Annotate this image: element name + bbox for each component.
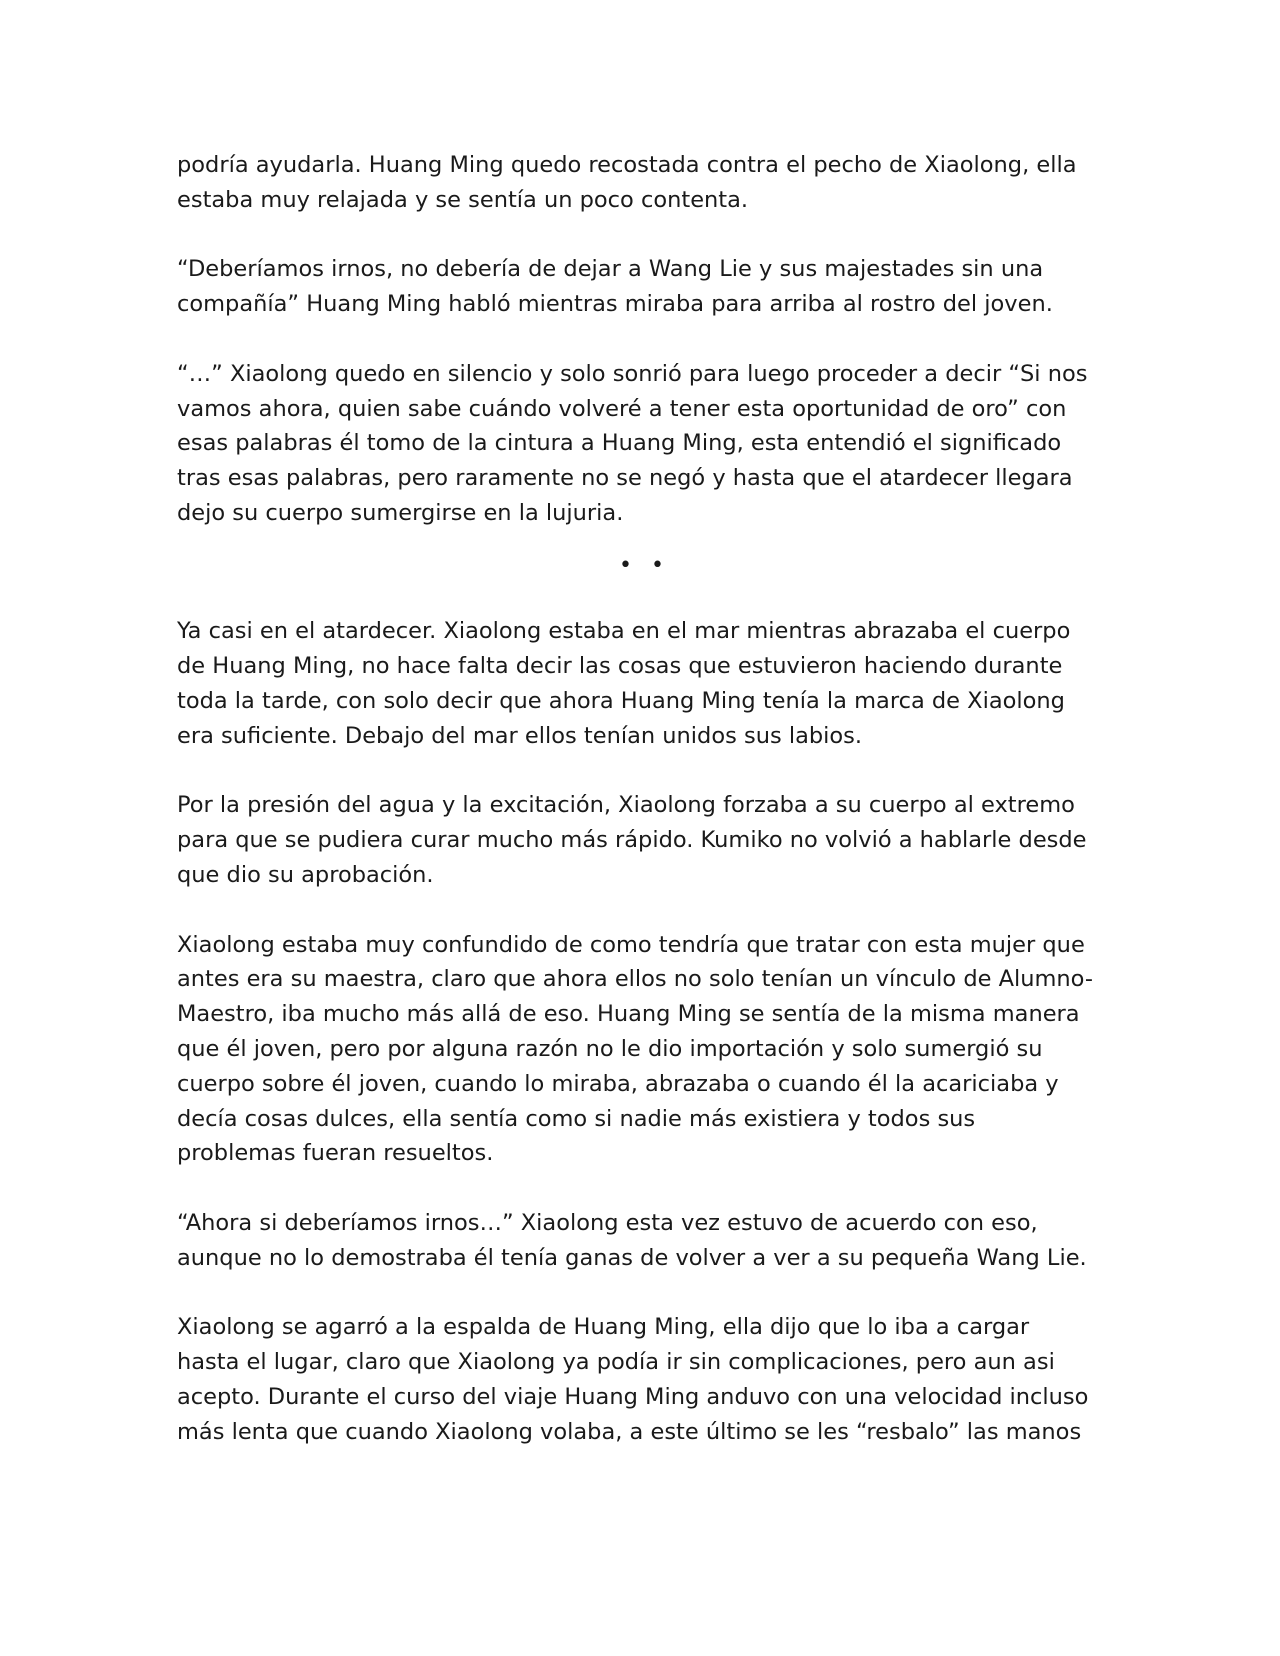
paragraph: podría ayudarla. Huang Ming quedo recostada contra el pecho de Xiaolong, ella estaba muy relajada y se sentía un poco contenta. [177, 152, 1077, 213]
paragraph: Por la presión del agua y la excitación, Xiaolong forzaba a su cuerpo al extremo para que se pudiera curar mucho más rápido. Kumiko no volvió a hablarle desde que dio su aprobación. [177, 792, 1087, 888]
paragraph: “Ahora si deberíamos irnos…” Xiaolong esta vez estuvo de acuerdo con eso, aunque no lo demostraba él tenía ganas de volver a ver a su pequeña Wang Lie. [177, 1209, 1087, 1271]
paragraph: “…” Xiaolong quedo en silencio y solo sonrió para luego proceder a decir “Si nos vamos ahora, quien sabe cuándo volveré a tener esta oportunidad de oro” con esas palabras él tomo de la cintura a Huang Ming, esta entendió el significado tras esas palabras, pero raramente no se negó y hasta que el atardecer llegara dejo su cuerpo sumergirse en la lujuria. [177, 360, 1088, 526]
paragraph: Ya casi en el atardecer. Xiaolong estaba en el mar mientras abrazaba el cuerpo de Huang Ming, no hace falta decir las cosas que estuvieron haciendo durante toda la tarde, con solo decir que ahora Huang Ming tenía la marca de Xiaolong era suficiente. Debajo del mar ellos tenían unidos sus labios. [177, 618, 1071, 749]
text-column [177, 148, 1112, 1484]
section-separator: • • [619, 552, 670, 578]
paragraph: Xiaolong se agarró a la espalda de Huang Ming, ella dijo que lo iba a cargar hasta el lugar, claro que Xiaolong ya podía ir sin complicaciones, pero aun asi acepto. Durante el curso del viaje Huang Ming anduvo con una velocidad incluso más lenta que cuando Xiaolong volaba, a este último se les “resbalo” las manos [177, 1314, 1089, 1445]
paragraph: Xiaolong estaba muy confundido de como tendría que tratar con esta mujer que antes era su maestra, claro que ahora ellos no solo tenían un vínculo de Alumno- Maestro, iba mucho más allá de eso. Huang Ming se sentía de la misma manera que él joven, pero por alguna razón no le dio importación y solo sumergió su cuerpo sobre él joven, cuando lo miraba, abrazaba o cuando él la acariciaba y decía cosas dulces, ella sentía como si nadie más existiera y todos sus problemas fueran resueltos. [177, 931, 1093, 1167]
paragraph: “Deberíamos irnos, no debería de dejar a Wang Lie y sus majestades sin una compañía” Huang Ming habló mientras miraba para arriba al rostro del joven. [177, 256, 1053, 318]
